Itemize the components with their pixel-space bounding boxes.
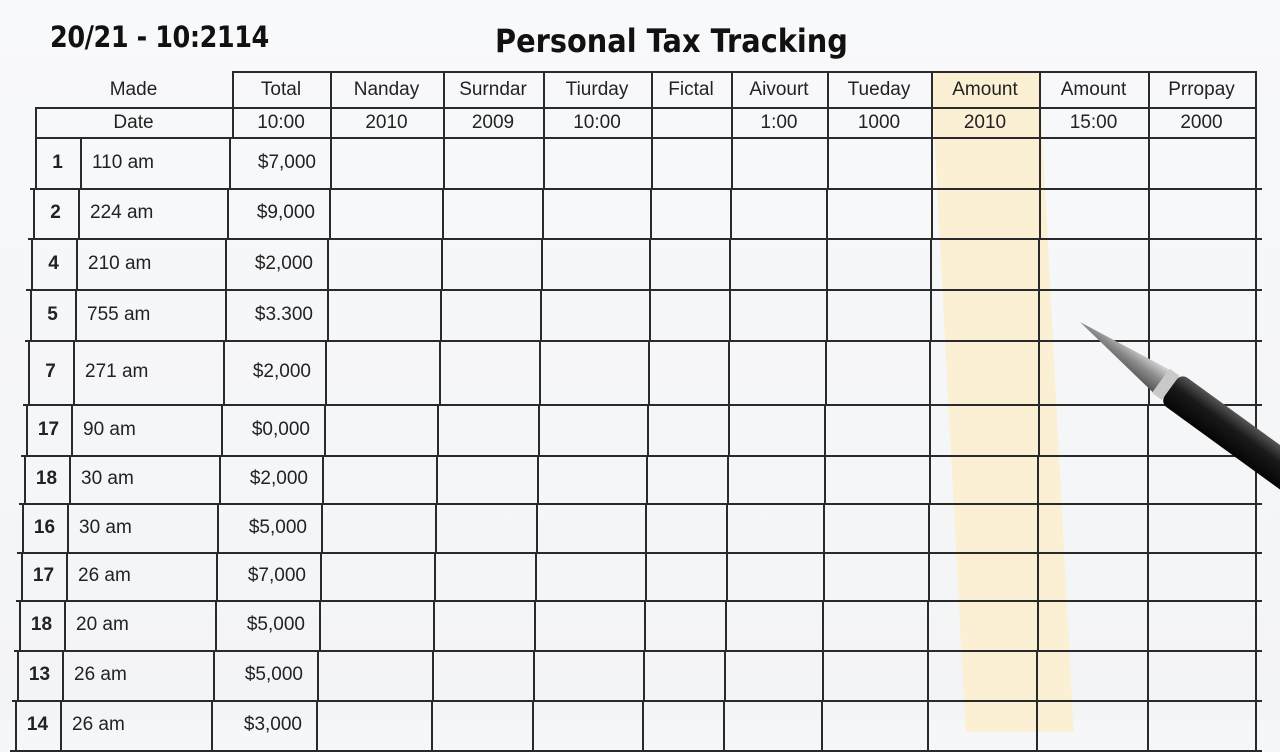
row-total: $7,000 <box>257 152 316 173</box>
column-header: Amount <box>952 79 1018 100</box>
column-subheader: 2000 <box>1180 112 1223 133</box>
row-time: 755 am <box>87 303 151 325</box>
row-number: 4 <box>48 252 59 274</box>
row-time: 30 am <box>79 516 132 538</box>
column-subheader: 2009 <box>471 112 515 133</box>
row-time: 224 am <box>90 202 154 223</box>
row-time: 271 am <box>85 361 149 382</box>
row-time: 90 am <box>83 418 136 440</box>
column-subheader: 2010 <box>365 112 408 133</box>
column-subheader: 15:00 <box>1069 112 1118 133</box>
column-subheader: 10:00 <box>257 112 305 133</box>
row-time: 26 am <box>78 565 131 586</box>
row-number: 18 <box>35 468 58 489</box>
row-total: $7,000 <box>247 565 306 586</box>
row-time: 26 am <box>74 664 127 685</box>
column-header: Total <box>260 79 302 100</box>
row-total: $5,000 <box>246 614 305 635</box>
column-subheader: 10:00 <box>573 112 621 133</box>
row-number: 1 <box>52 152 63 173</box>
row-number: 17 <box>32 565 55 586</box>
column-header: Surndar <box>459 79 527 100</box>
row-total: $5,000 <box>248 516 307 538</box>
row-number: 2 <box>50 202 61 223</box>
date-header: Date <box>113 112 154 133</box>
row-time: 26 am <box>72 714 125 735</box>
row-number: 18 <box>30 614 53 635</box>
column-header: Prropay <box>1168 79 1235 100</box>
row-time: 110 am <box>92 152 154 173</box>
column-subheader: 2010 <box>963 112 1007 133</box>
page-title: Personal Tax Tracking <box>495 22 848 60</box>
row-number: 16 <box>33 516 56 538</box>
row-time: 210 am <box>88 252 152 274</box>
row-number: 17 <box>37 418 60 440</box>
column-header: Aivourt <box>749 79 809 100</box>
row-time: 30 am <box>81 468 134 489</box>
row-total: $3.300 <box>254 303 313 325</box>
row-number: 14 <box>26 714 49 735</box>
date-stamp: 20/21 - 10:2114 <box>50 20 269 54</box>
column-header: Tueday <box>847 79 911 100</box>
row-total: $3,000 <box>243 714 302 735</box>
column-subheader: 1:00 <box>760 112 798 133</box>
row-total: $9,000 <box>256 202 315 223</box>
row-total: $2,000 <box>249 468 308 489</box>
column-header: Amount <box>1060 79 1127 100</box>
row-total: $2,000 <box>254 252 313 274</box>
row-total: $0,000 <box>251 418 310 440</box>
group-header-made: Made <box>109 79 158 100</box>
row-number: 5 <box>47 303 58 325</box>
column-subheader: 1000 <box>857 112 901 133</box>
row-total: $2,000 <box>252 361 311 382</box>
column-header: Tiurday <box>565 79 629 100</box>
column-header: Fictal <box>668 79 714 100</box>
column-header: Nanday <box>353 79 420 100</box>
row-number: 7 <box>45 361 56 382</box>
row-total: $5,000 <box>244 664 303 685</box>
row-number: 13 <box>28 664 51 685</box>
row-time: 20 am <box>76 614 129 635</box>
